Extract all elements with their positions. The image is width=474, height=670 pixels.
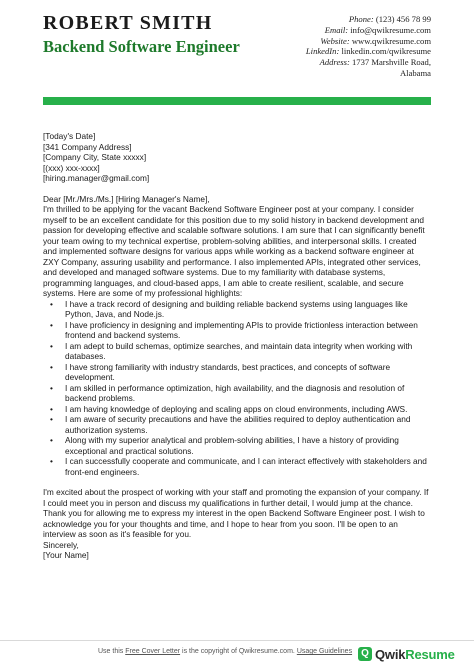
qwikresume-logo-icon: Q [358, 647, 372, 661]
bullet-icon: • [50, 435, 53, 445]
signature-name: [Your Name] [43, 550, 89, 560]
list-item: • I have proficiency in designing and implementing APIs to provide frictionless interaction between frontend and backend systems. [50, 319, 418, 340]
contact-linkedin: LinkedIn: linkedin.com/qwikresume [305, 46, 431, 57]
list-item: • I can successfully cooperate and communicate, and I can interact effectively with stakeholders and front-end engineers. [50, 456, 427, 477]
contact-block [231, 14, 431, 79]
letter-date: [Today's Date] [43, 131, 96, 141]
footer-divider [0, 640, 474, 641]
contact-address-line2: Alabama [399, 67, 431, 78]
list-item: • I have strong familiarity with industry standards, best practices, and concepts of software development. [50, 361, 391, 382]
letter-body [43, 131, 432, 561]
salutation: Dear [Mr./Mrs./Ms.] [Hiring Manager's Name], I'm thrilled to be applying for the vacant Backend Software Engineer post at your company. I consider myself to be an excellent candidate for this position due to my solid history in backend development and passion for developing effective and scalable software solutions. I am sure that I can significantly benefit your team owing to my technical expertise, problem-solving abilities, and interpersonal skills. I created and implemented software designs for various apps while working as a backend software engineer at ZXY Company, assuring usability and performance. I also implemented APIs, integrated other services, and developed and managed software systems. Due to my familiarity with database systems, programming languages, and cloud-based apps, I am able to create resilient, scalable, and secure systems. Here are some of my professional highlights: [43, 193, 425, 298]
recipient-block [43, 142, 432, 184]
recipient-address: [341 Company Address] [43, 141, 132, 152]
recipient-city: [Company City, State xxxxx] [43, 152, 147, 162]
recipient-phone: [(xxx) xxx-xxxx] [43, 162, 100, 173]
contact-phone: Phone: (123) 456 78 99 [348, 14, 431, 24]
bullet-icon: • [50, 456, 53, 466]
highlights-list [43, 299, 432, 478]
list-item: • Along with my superior analytical and problem-solving abilities, I have a history of providing exceptional and practical solutions. [50, 435, 399, 456]
bullet-icon: • [50, 298, 53, 309]
contact-email: Email: info@qwikresume.com [324, 24, 431, 35]
sign-off: Sincerely, [43, 539, 79, 550]
bullet-icon: • [50, 319, 53, 330]
contact-address: Address: 1737 Marshville Road, [319, 57, 431, 68]
usage-guidelines-link[interactable]: Usage Guidelines [296, 648, 353, 655]
free-cover-letter-link[interactable]: Free Cover Letter [125, 648, 181, 655]
list-item: • I have a track record of designing and building reliable backend systems using languages like Python, Java, and Node.js. [50, 298, 408, 319]
bullet-icon: • [50, 361, 53, 372]
closing-paragraph: I'm excited about the prospect of working with your staff and promoting the expansion of your company. If I could meet you in person and discuss my qualifications in further detail, I would jump at the chance. Thank you for allowing me to express my interest in the open Backend Software Engineer post. I wish to acknowledge you for your thoughts and time, and I hope to hear from you soon. I'll be open to an interview as soon as it's feasible for you. [43, 487, 429, 539]
footer-copyright: Use this Free Cover Letter is the copyright of Qwikresume.com. Usage Guidelines [98, 648, 353, 655]
bullet-icon: • [50, 414, 53, 424]
bullet-icon: • [50, 340, 53, 351]
list-item: • I am skilled in performance optimization, high availability, and the diagnosis and resolution of backend problems. [50, 382, 405, 403]
list-item: • I am aware of security precautions and have the abilities required to deploy authentication and authorization systems. [50, 414, 411, 435]
list-item: • I am having knowledge of deploying and scaling apps on cloud environments, including AWS. [50, 403, 408, 414]
qwikresume-logo[interactable] [358, 644, 455, 664]
recipient-email: [hiring.manager@gmail.com] [43, 173, 150, 183]
qwikresume-logo-text: QwikResume [375, 646, 455, 662]
list-item: • I am adept to build schemas, optimize searches, and maintain data integrity when working with databases. [50, 340, 413, 361]
bullet-icon: • [50, 403, 53, 414]
candidate-name: ROBERT SMITH [43, 12, 213, 34]
bullet-icon: • [50, 382, 53, 393]
contact-website: Website: www.qwikresume.com [320, 35, 431, 46]
header-divider-bar [43, 97, 431, 105]
job-title: Backend Software Engineer [43, 37, 240, 56]
intro-paragraph: I'm thrilled to be applying for the vacant Backend Software Engineer post at your company. I consider myself to be an excellent candidate for this position due to my solid history in backend development and passion for developing effective and scalable software solutions. I am sure that I can significantly benefit your team owing to my technical expertise, problem-solving abilities, and interpersonal skills. I created and implemented software designs for various apps while working as a backend software engineer at ZXY Company, assuring usability and performance. I also implemented APIs, integrated other services, and developed and managed software systems. Due to my familiarity with database systems, programming languages, and cloud-based apps, I am able to create resilient, scalable, and secure systems. Here are some of my professional highlights: [43, 204, 425, 298]
